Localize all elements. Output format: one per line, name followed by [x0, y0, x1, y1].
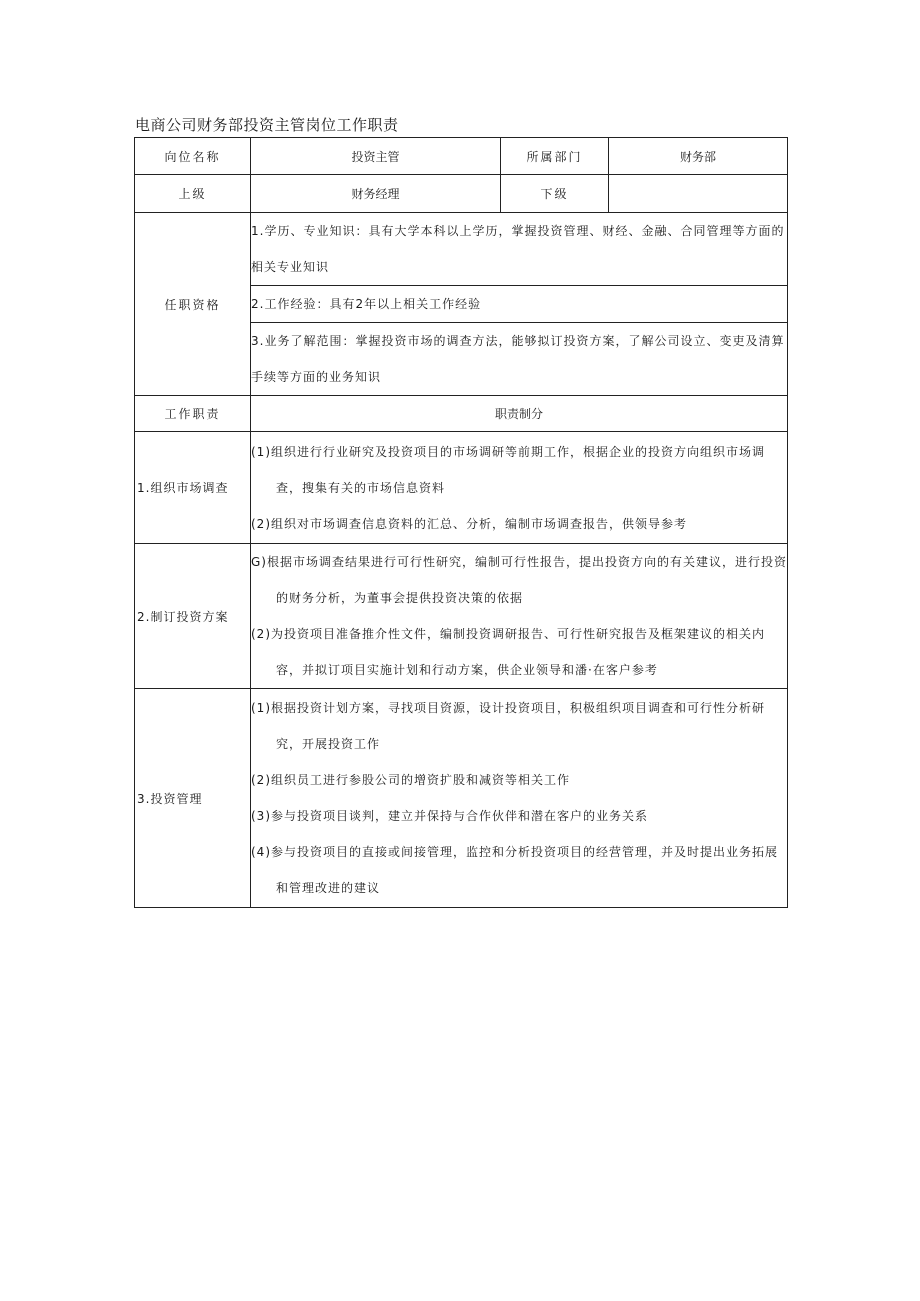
qualifications-label: 任职资格	[135, 213, 251, 396]
superior-value: 财务经理	[251, 175, 501, 213]
qualification-item-education: 1.学历、专业知识：具有大学本科以上学历，掌握投资管理、财经、金融、合同管理等方面的相关专业知识	[251, 213, 788, 286]
qualification-row-1	[135, 213, 788, 286]
document-title: 电商公司财务部投资主管岗位工作职责	[135, 116, 399, 134]
duty-item: (3)参与投资项目谈判，建立并保持与合作伙伴和潜在客户的业务关系	[251, 809, 649, 823]
position-label: 向位名称	[135, 138, 251, 175]
duty-item: (4)参与投资项目的直接或间接管理，监控和分析投资项目的经营管理，并及时提出业务拓展和管理改进的建议	[251, 845, 779, 895]
dept-label: 所属部门	[501, 138, 609, 175]
header-row-position	[135, 138, 788, 175]
qualification-item-business-scope: 3.业务了解范围：掌握投资市场的调查方法，能够拟订投资方案，了解公司设立、变吏及清算手续等方面的业务知识	[251, 323, 788, 396]
duty-item: (2)组织对市场调查信息资料的汇总、分析，编制市场调查报告，供领导参考	[251, 516, 688, 531]
subordinate-label: 下级	[501, 175, 609, 213]
duty-label-market-research: 1.组织市场调查	[135, 432, 251, 544]
duties-header-row	[135, 396, 788, 432]
duty-item: (2)组织员工进行参股公司的增资扩股和减资等相关工作	[251, 773, 571, 787]
header-row-superior	[135, 175, 788, 213]
duty-item: (1)根据投资计划方案，寻找项目资源，设计投资项目，积极组织项目调查和可行性分析研究，开展投资工作	[251, 701, 766, 751]
duty-item: (1)组织进行行业研究及投资项目的市场调研等前期工作，根据企业的投资方向组织市场调查，搜集有关的市场信息资料	[251, 444, 766, 495]
duty-content-investment-management	[251, 689, 788, 908]
duties-header-value: 职责制分	[251, 396, 788, 432]
position-value: 投资主管	[251, 138, 501, 175]
dept-value: 财务部	[609, 138, 788, 175]
duty-content-market-research	[251, 432, 788, 544]
duty-row-investment-plan	[135, 544, 788, 689]
duty-item: G)根据市场调查结果进行可行性研究，编制可行性报告，提出投资方向的有关建议，进行投资的财务分析，为董事会提供投资决策的依据	[251, 555, 787, 605]
subordinate-value	[609, 175, 788, 213]
duties-header-label: 工作职责	[135, 396, 251, 432]
duty-label-investment-management: 3.投资管理	[135, 689, 251, 908]
superior-label: 上级	[135, 175, 251, 213]
duty-label-investment-plan: 2.制订投资方案	[135, 544, 251, 689]
duty-row-investment-management	[135, 689, 788, 908]
qualification-item-experience: 2.工作经验：具有2年以上相关工作经验	[251, 286, 788, 323]
duty-content-investment-plan	[251, 544, 788, 689]
duty-item: (2)为投资项目准备推介性文件，编制投资调研报告、可行性研究报告及框架建议的相关内容，并拟订项目实施计划和行动方案，供企业领导和潘·在客户参考	[251, 627, 766, 677]
job-description-table	[134, 137, 788, 908]
duty-row-market-research	[135, 432, 788, 544]
